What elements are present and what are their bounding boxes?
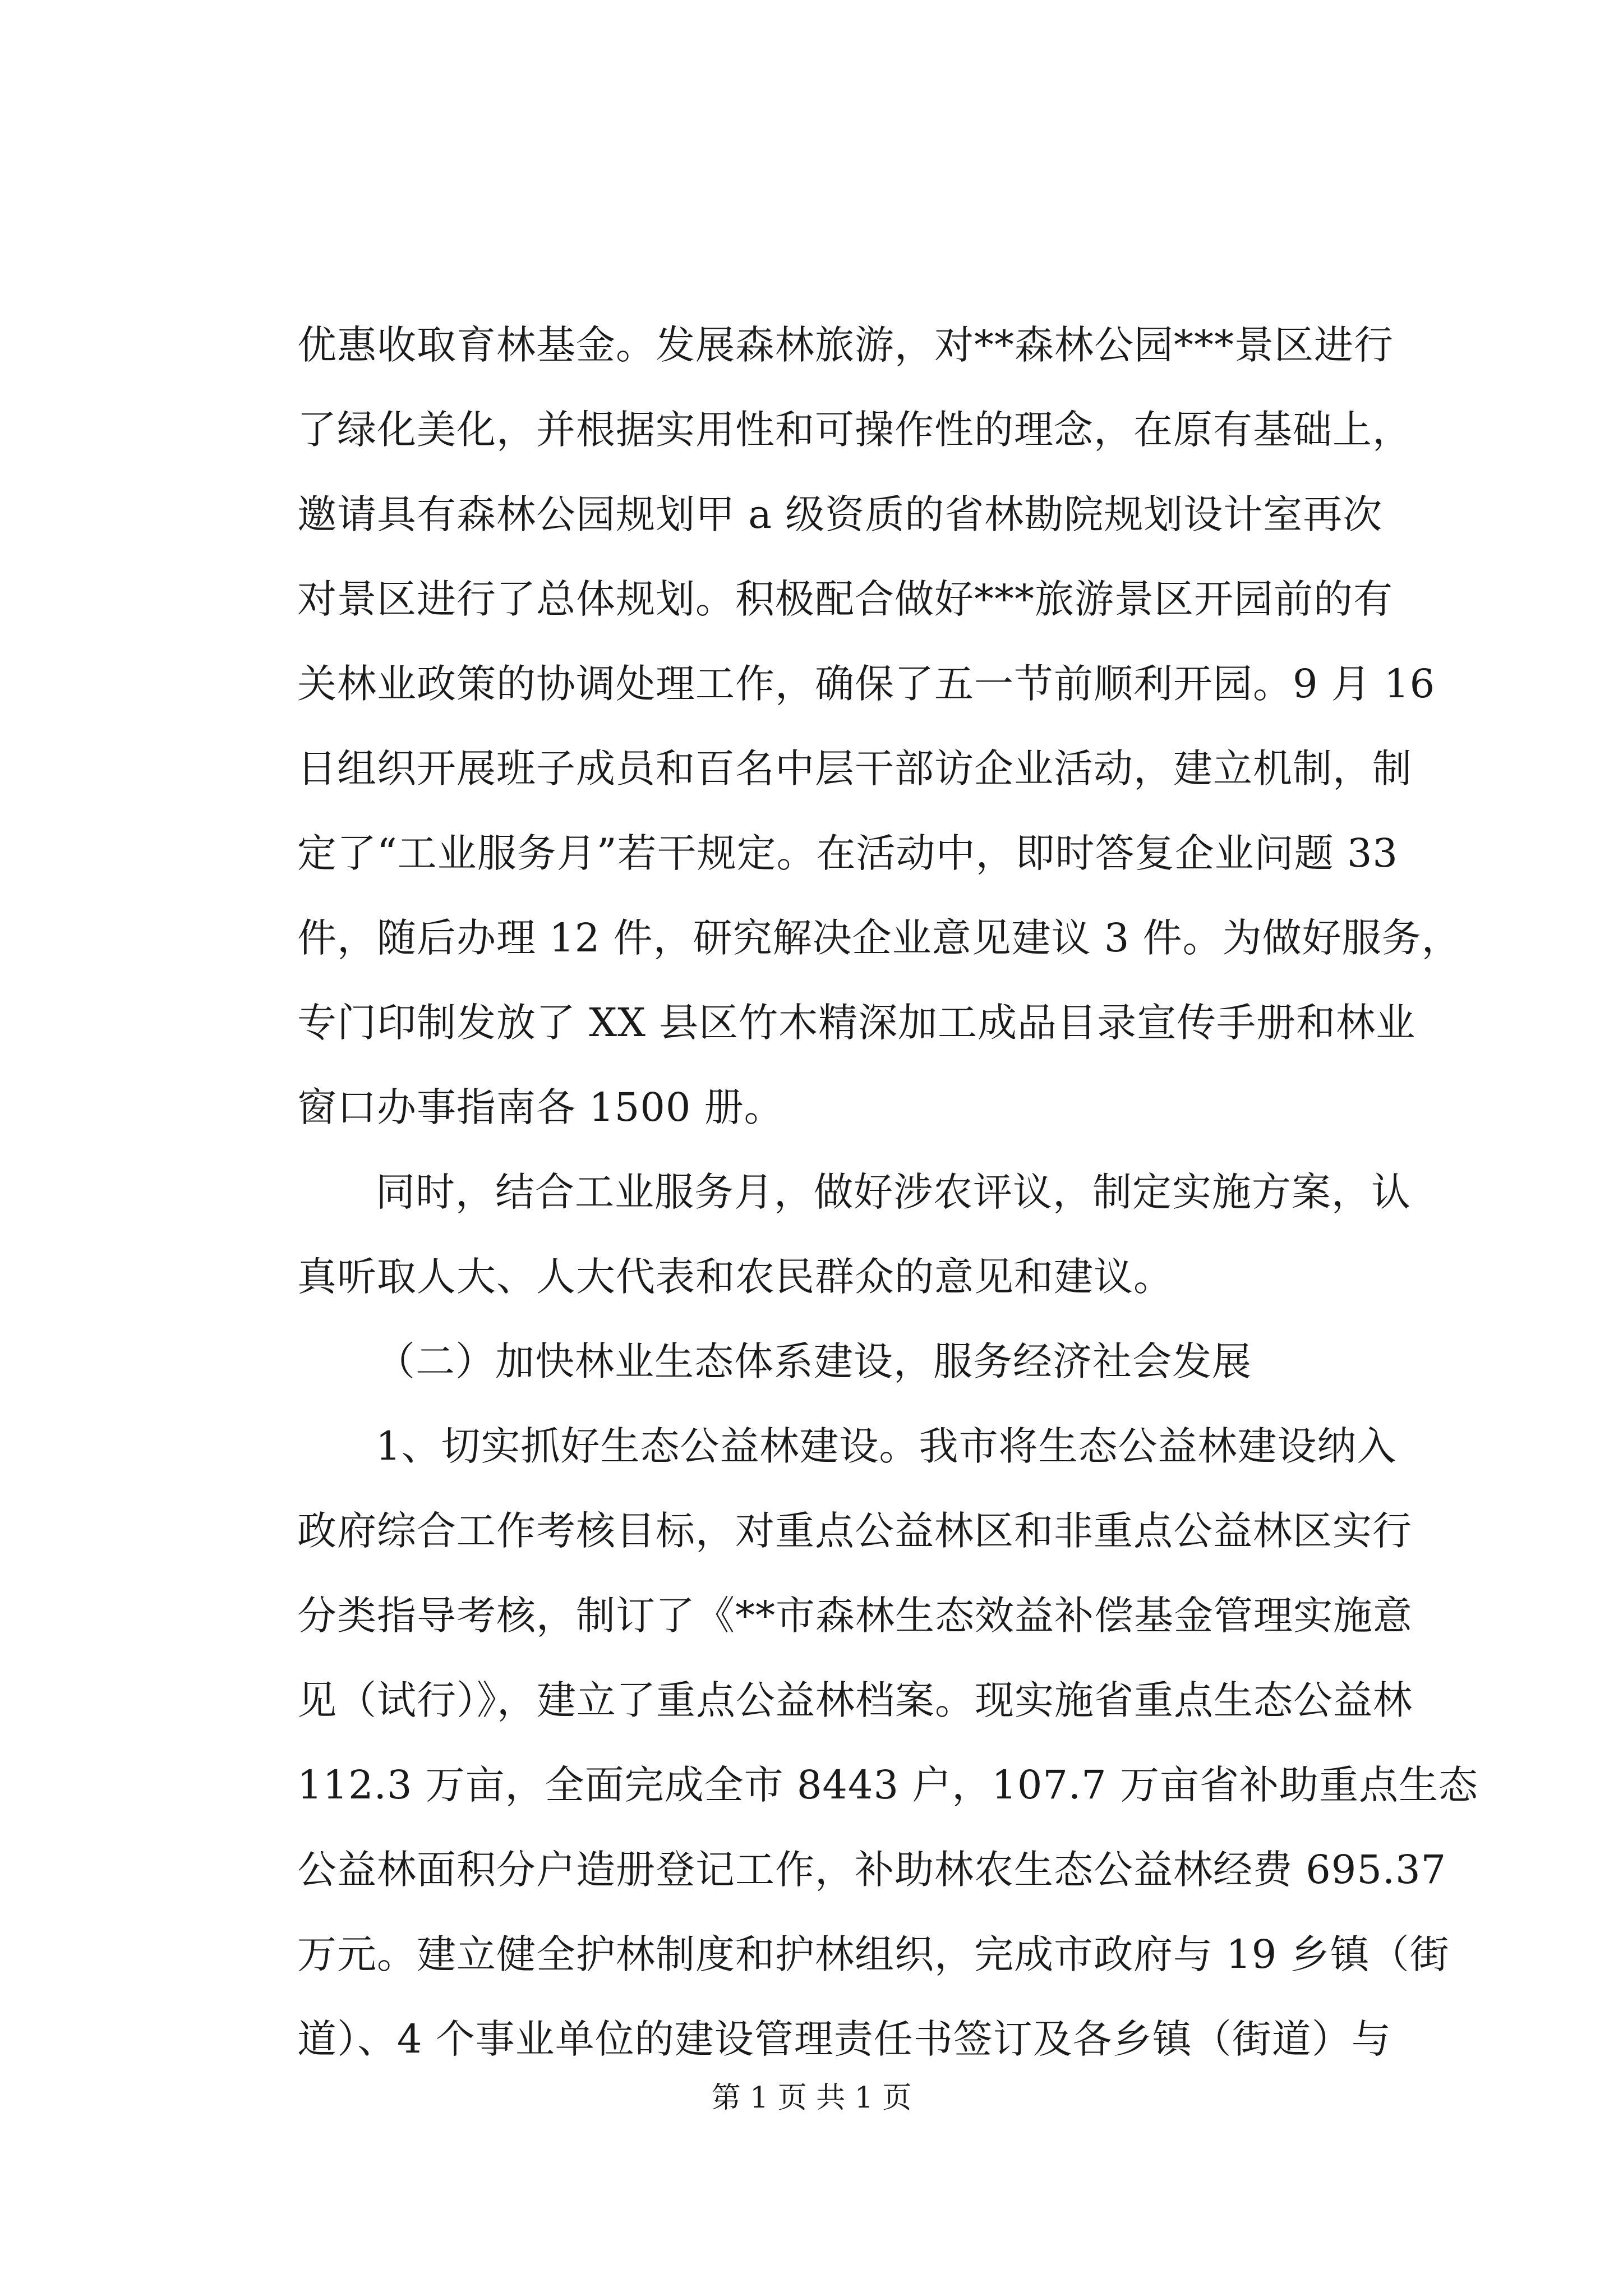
text-line: 公益林面积分户造册登记工作，补助林农生态公益林经费 695.37 [297,1847,1447,1893]
text-line: 件，随后办理 12 件，研究解决企业意见建议 3 件。为做好服务， [297,915,1461,961]
text-line: 专门印制发放了 XX 县区竹木精深加工成品目录宣传手册和林业 [297,1000,1416,1046]
text-line: 分类指导考核，制订了《**市森林生态效益补偿基金管理实施意 [297,1593,1413,1639]
paragraph-first-line: 同时，结合工业服务月，做好涉农评议，制定实施方案，认 [376,1169,1411,1215]
text-line: 政府综合工作考核目标，对重点公益林区和非重点公益林区实行 [297,1508,1412,1554]
text-line: 关林业政策的协调处理工作，确保了五一节前顺利开园。9 月 16 [297,661,1436,707]
page-number: 第 1 页 共 1 页 [711,2081,912,2115]
text-line: 见（试行）》，建立了重点公益林档案。现实施省重点生态公益林 [297,1677,1413,1723]
text-line: 万元。建立健全护林制度和护林组织，完成市政府与 19 乡镇（街 [297,1931,1450,1977]
text-line: 真听取人大、人大代表和农民群众的意见和建议。 [297,1254,1173,1300]
text-line: 日组织开展班子成员和百名中层干部访企业活动，建立机制，制 [297,746,1412,792]
text-line: 对景区进行了总体规划。积极配合做好***旅游景区开园前的有 [297,576,1393,622]
section-heading: （二）加快林业生态体系建设，服务经济社会发展 [376,1338,1252,1384]
text-line: 112.3 万亩，全面完成全市 8443 户，107.7 万亩省补助重点生态 [297,1762,1478,1808]
text-line: 道）、4 个事业单位的建设管理责任书签订及各乡镇（街道）与 [297,2016,1391,2062]
text-line: 窗口办事指南各 1500 册。 [297,1084,784,1130]
text-line: 优惠收取育林基金。发展森林旅游，对**森林公园***景区进行 [297,322,1394,368]
text-line: 定了“工业服务月”若干规定。在活动中，即时答复企业问题 33 [297,830,1398,876]
text-line: 了绿化美化，并根据实用性和可操作性的理念，在原有基础上， [297,407,1412,453]
page-footer [0,2076,1623,2120]
text-line: 邀请具有森林公园规划甲 a 级资质的省林勘院规划设计室再次 [297,491,1383,537]
document-body [297,303,1478,2082]
paragraph-first-line: 1、切实抓好生态公益林建设。我市将生态公益林建设纳入 [376,1423,1397,1469]
